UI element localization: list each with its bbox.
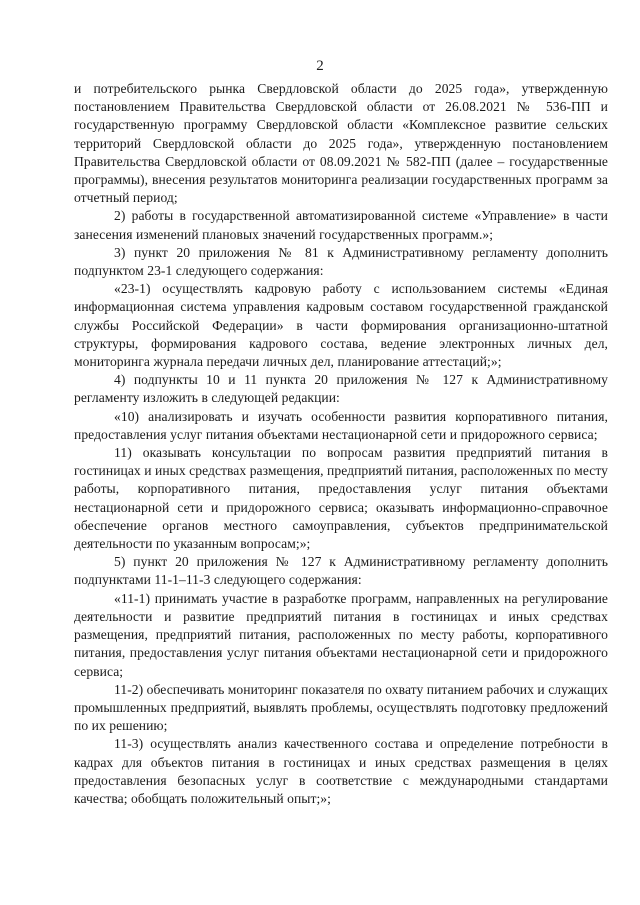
paragraph-subitem-11-3: 11-3) осуществлять анализ качественного состава и определение потребности в кадрах для объектов питания в гостиницах и иных средствах размещения в целях предоставления безопасных услуг в соответствие с международными стандартами качества; обобщать положительный опыт;»; bbox=[74, 736, 608, 806]
paragraph-item-5: 5) пункт 20 приложения № 127 к Административному регламенту дополнить подпунктами 11-1–11-3 следующего содержания: bbox=[74, 554, 608, 588]
paragraph-item-3: 3) пункт 20 приложения № 81 к Административному регламенту дополнить подпунктом 23-1 следующего содержания: bbox=[74, 244, 608, 279]
paragraph-subitem-11-1: «11-1) принимать участие в разработке программ, направленных на регулирование деятельности и развитие предприятий питания в гостиницах и иных средствах размещения, предприятий питания, расположенных по месту работы, корпоративного питания, предоставления услуг питания объектами нестационарной сети и придорожного сервиса; bbox=[74, 590, 608, 679]
paragraph-item-4: 4) подпункты 10 и 11 пункта 20 приложения № 127 к Административному регламенту изложить в следующей редакции: bbox=[74, 372, 608, 406]
paragraph-subitem-10: «10) анализировать и изучать особенности развития корпоративного питания, предоставления услуг питания объектами нестационарной сети и придорожного сервиса; bbox=[74, 408, 608, 442]
paragraph-continuation: и потребительского рынка Свердловской области до 2025 года», утвержденную постановлением Правительства Свердловской области от 26.08.2021 № 536-ПП и государственную программу Свердловской области «Комплексное развитие сельских территорий Свердловской области до 2025 года», утвержденную постановлением Правительства Свердловской области от 08.09.2021 № 582-ПП (далее – государственные программы), внесения результатов мониторинга реализации государственных программ за отчетный период; bbox=[74, 81, 608, 206]
page-number: 2 bbox=[316, 58, 324, 74]
paragraph-subitem-11-2: 11-2) обеспечивать мониторинг показателя по охвату питанием рабочих и служащих промышленных предприятий, выявлять проблемы, осуществлять подготовку предложений по их решению; bbox=[74, 681, 608, 734]
paragraph-subitem-23-1: «23-1) осуществлять кадровую работу с использованием системы «Единая информационная система управления кадровым составом государственной гражданской службы Российской Федерации» в части формирования организационно-штатной структуры, формирования кадрового состава, ведение электронных личных дел, мониторинга журнала передачи личных дел, планирование аттестаций;»; bbox=[74, 281, 608, 370]
document-body bbox=[74, 80, 608, 808]
paragraph-subitem-11: 11) оказывать консультации по вопросам развития предприятий питания в гостиницах и иных средствах размещения, предприятий питания, расположенных по месту работы, корпоративного питания, предоставления услуг питания объектами нестационарной сети и придорожного сервиса; оказывать информационно-справочное обеспечение органов местного самоуправления, субъектов предпринимательской деятельности по указанным вопросам;»; bbox=[74, 445, 608, 552]
paragraph-item-2: 2) работы в государственной автоматизированной системе «Управление» в части занесения изменений плановых значений государственных программ.»; bbox=[74, 208, 608, 242]
